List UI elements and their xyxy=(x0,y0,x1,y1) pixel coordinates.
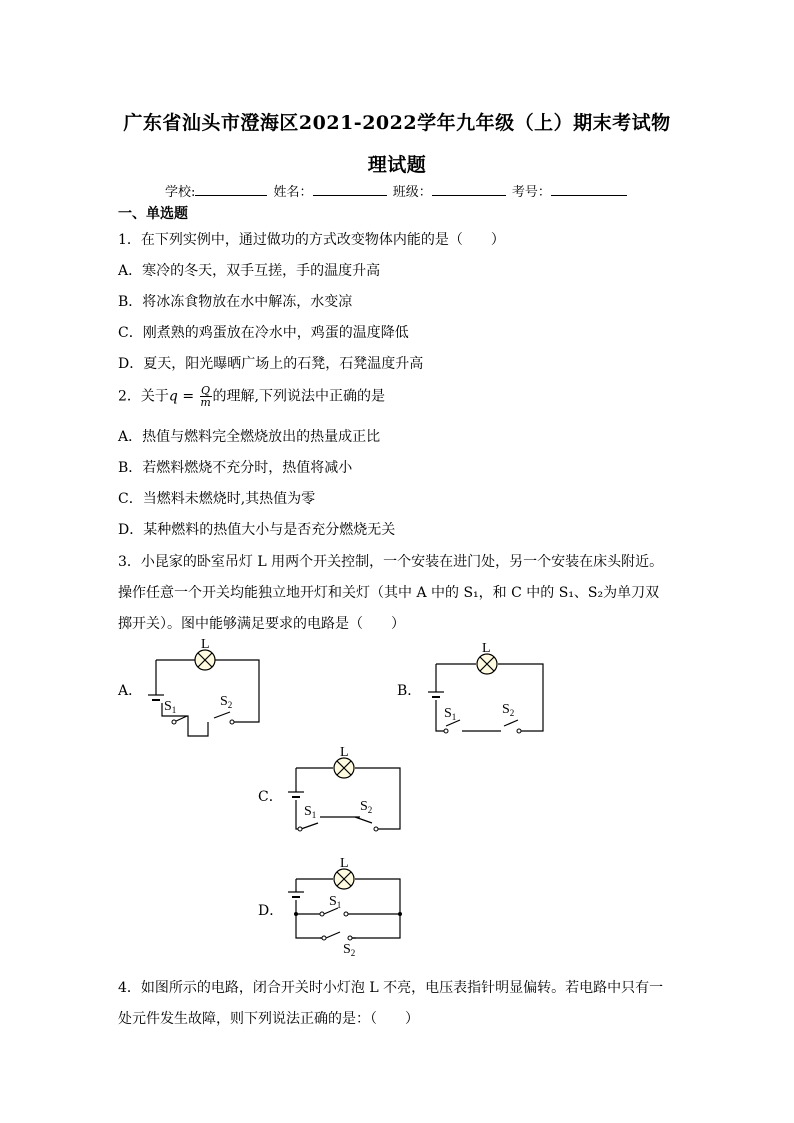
section-heading: 一、单选题 xyxy=(118,206,188,222)
q3-option-c-label[interactable]: C． xyxy=(258,789,283,805)
q4-stem-line2: 处元件发生故障，则下列说法正确的是：（ ） xyxy=(118,1011,419,1027)
q2-prefix: 2．关于 xyxy=(118,388,169,405)
q2-denominator: m xyxy=(200,396,211,409)
q1-stem: 1．在下列实例中，通过做功的方式改变物体内能的是（ ） xyxy=(118,232,505,248)
page-title-continued: 理试题 xyxy=(367,154,427,176)
q2-numerator: Q xyxy=(201,384,211,397)
switch-s1-a: $S_1$ xyxy=(164,699,177,715)
q2-q-variable: q xyxy=(168,388,178,405)
q2-option-c[interactable]: C．当燃料未燃烧时,其热值为零 xyxy=(118,491,316,507)
q2-option-d[interactable]: D．某种燃料的热值大小与是否充分燃烧无关 xyxy=(118,522,396,538)
switch-s2-a: $S_2$ xyxy=(220,694,233,710)
q2-option-b[interactable]: B．若燃料燃烧不充分时，热值将减小 xyxy=(118,460,353,476)
lamp-label-b: L xyxy=(482,641,491,656)
q2-equals: = xyxy=(177,388,199,405)
q3-option-d-label[interactable]: D． xyxy=(258,903,284,919)
q1-option-d[interactable]: D．夏天，阳光曝晒广场上的石凳，石凳温度升高 xyxy=(118,356,424,372)
lamp-label-c: L xyxy=(340,745,349,760)
school-label: 学校: xyxy=(165,185,196,200)
q3-option-a-label[interactable]: A． xyxy=(118,683,143,699)
q3-stem-line3: 掷开关）。图中能够满足要求的电路是（ ） xyxy=(118,616,405,632)
class-label: 班级： xyxy=(392,185,432,200)
q3-option-b-label[interactable]: B． xyxy=(397,683,422,699)
switch-s1-d: $S_1$ xyxy=(329,894,342,910)
q2-suffix: 的理解,下列说法中正确的是 xyxy=(212,388,385,405)
switch-s2-c: $S_2$ xyxy=(360,799,373,815)
switch-s2-b: $S_2$ xyxy=(502,702,515,718)
switch-s2-d: $S_2$ xyxy=(343,942,356,958)
page-title: 广东省汕头市澄海区2021-2022学年九年级（上）期末考试物 xyxy=(123,112,671,134)
q3-stem-line1: 3．小昆家的卧室吊灯 L 用两个开关控制，一个安装在进门处，另一个安装在床头附近。 xyxy=(118,554,664,570)
lamp-label-a: L xyxy=(201,637,210,652)
number-label: 考号： xyxy=(511,185,551,200)
q1-option-b[interactable]: B．将冰冻食物放在水中解冻，水变凉 xyxy=(118,294,353,310)
q2-option-a[interactable]: A．热值与燃料完全燃烧放出的热量成正比 xyxy=(118,429,381,445)
q1-option-c[interactable]: C．刚煮熟的鸡蛋放在冷水中，鸡蛋的温度降低 xyxy=(118,325,409,341)
q3-stem-line2: 操作任意一个开关均能独立地开灯和关灯（其中 A 中的 S₁，和 C 中的 S₁、S₂为单刀双 xyxy=(118,585,660,601)
q1-option-a[interactable]: A．寒冷的冬天，双手互搓，手的温度升高 xyxy=(118,263,381,279)
switch-s1-c: $S_1$ xyxy=(304,804,317,820)
q4-stem-line1: 4．如图所示的电路，闭合开关时小灯泡 L 不亮，电压表指针明显偏转。若电路中只有一 xyxy=(118,980,664,996)
switch-s1-b: $S_1$ xyxy=(444,706,457,722)
lamp-label-d: L xyxy=(340,856,349,871)
name-label: 姓名： xyxy=(273,185,313,200)
